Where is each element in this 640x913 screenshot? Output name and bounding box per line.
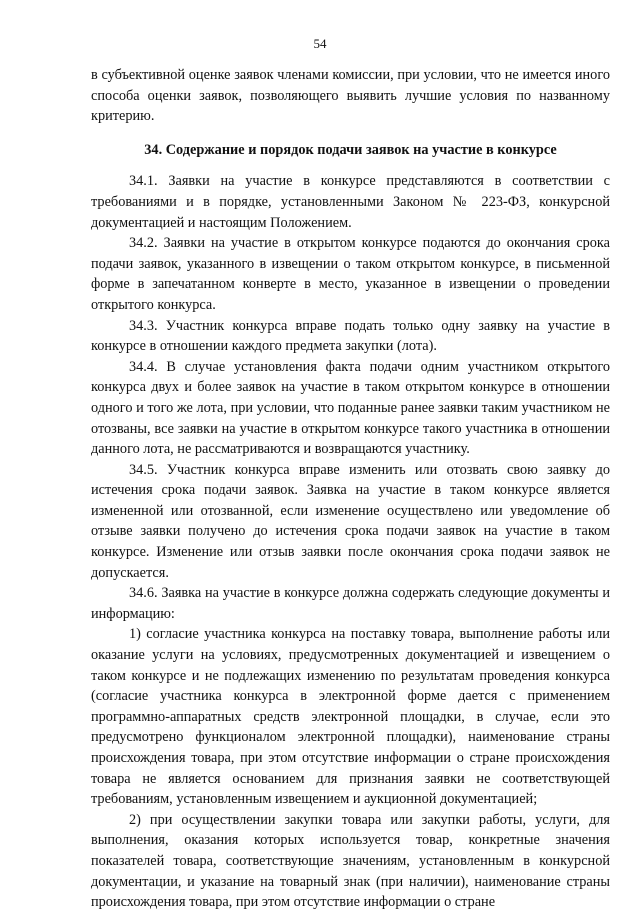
- paragraph-34-3: 34.3. Участник конкурса вправе подать только одну заявку на участие в конкурсе в отношении каждого предмета закупки (лота).: [91, 317, 610, 355]
- intro-paragraph: в субъективной оценке заявок членами комиссии, при условии, что не имеется иного способа оценки заявок, позволяющего выявить лучшие условия по названному критерию.: [91, 67, 610, 125]
- document-body: [91, 65, 610, 913]
- paragraph-34-4: 34.4. В случае установления факта подачи одним участником открытого конкурса двух и более заявок на участие в таком открытом конкурсе в отношении одного и того же лота, при условии, что поданные ранее заявки таким участником не отозваны, все заявки на участие в открытом конкурсе такого участника в отношении данного лота, не рассматриваются и возвращаются участнику.: [91, 358, 610, 458]
- page-number: 54: [313, 36, 327, 51]
- paragraph-34-2: 34.2. Заявки на участие в открытом конкурсе подаются до окончания срока подачи заявок, указанного в извещении о таком открытом конкурсе, в письменной форме в запечатанном конверте в место, указанное в извещении о проведении открытого конкурса.: [91, 235, 610, 313]
- paragraph-34-1: 34.1. Заявки на участие в конкурсе представляются в соответствии с требованиями и в порядке, установленными Законом № 223-ФЗ, конкурсной документацией и настоящим Положением.: [91, 173, 610, 231]
- paragraph-34-6: 34.6. Заявка на участие в конкурсе должна содержать следующие документы и информацию:: [91, 585, 610, 622]
- section-heading: 34. Содержание и порядок подачи заявок на участие в конкурсе: [144, 141, 557, 158]
- list-item-1: 1) согласие участника конкурса на поставку товара, выполнение работы или оказание услуги на условиях, предусмотренных документацией и извещением о таком конкурсе и не подлежащих изменению по результатам проведения конкурса (согласие участника конкурса в электронной форме дается с применением программно-аппаратных средств электронной площадки, в случае, если это предусмотрено функционалом электронной площадки), наименование страны происхождения товара, при этом отсутствие информации о стране происхождения товара не является основанием для признания заявки не соответствующей требованиям, установленным извещением и аукционной документацией;: [91, 626, 610, 808]
- list-item-2: 2) при осуществлении закупки товара или закупки работы, услуги, для выполнения, оказания которых используется товар, конкретные значения показателей товара, соответствующие значениям, установленным в конкурсной документации, и указание на товарный знак (при наличии), наименование страны происхождения товара, при этом отсутствие информации о стране: [91, 811, 610, 911]
- paragraph-34-5: 34.5. Участник конкурса вправе изменить или отозвать свою заявку до истечения срока подачи заявок. Заявка на участие в таком конкурсе является измененной или отозванной, если изменение осуществлено или уведомление об отзыве заявки получено до истечения срока подачи заявок на участие в таком конкурсе. Изменение или отзыв заявки после окончания срока подачи заявок не допускается.: [91, 461, 610, 581]
